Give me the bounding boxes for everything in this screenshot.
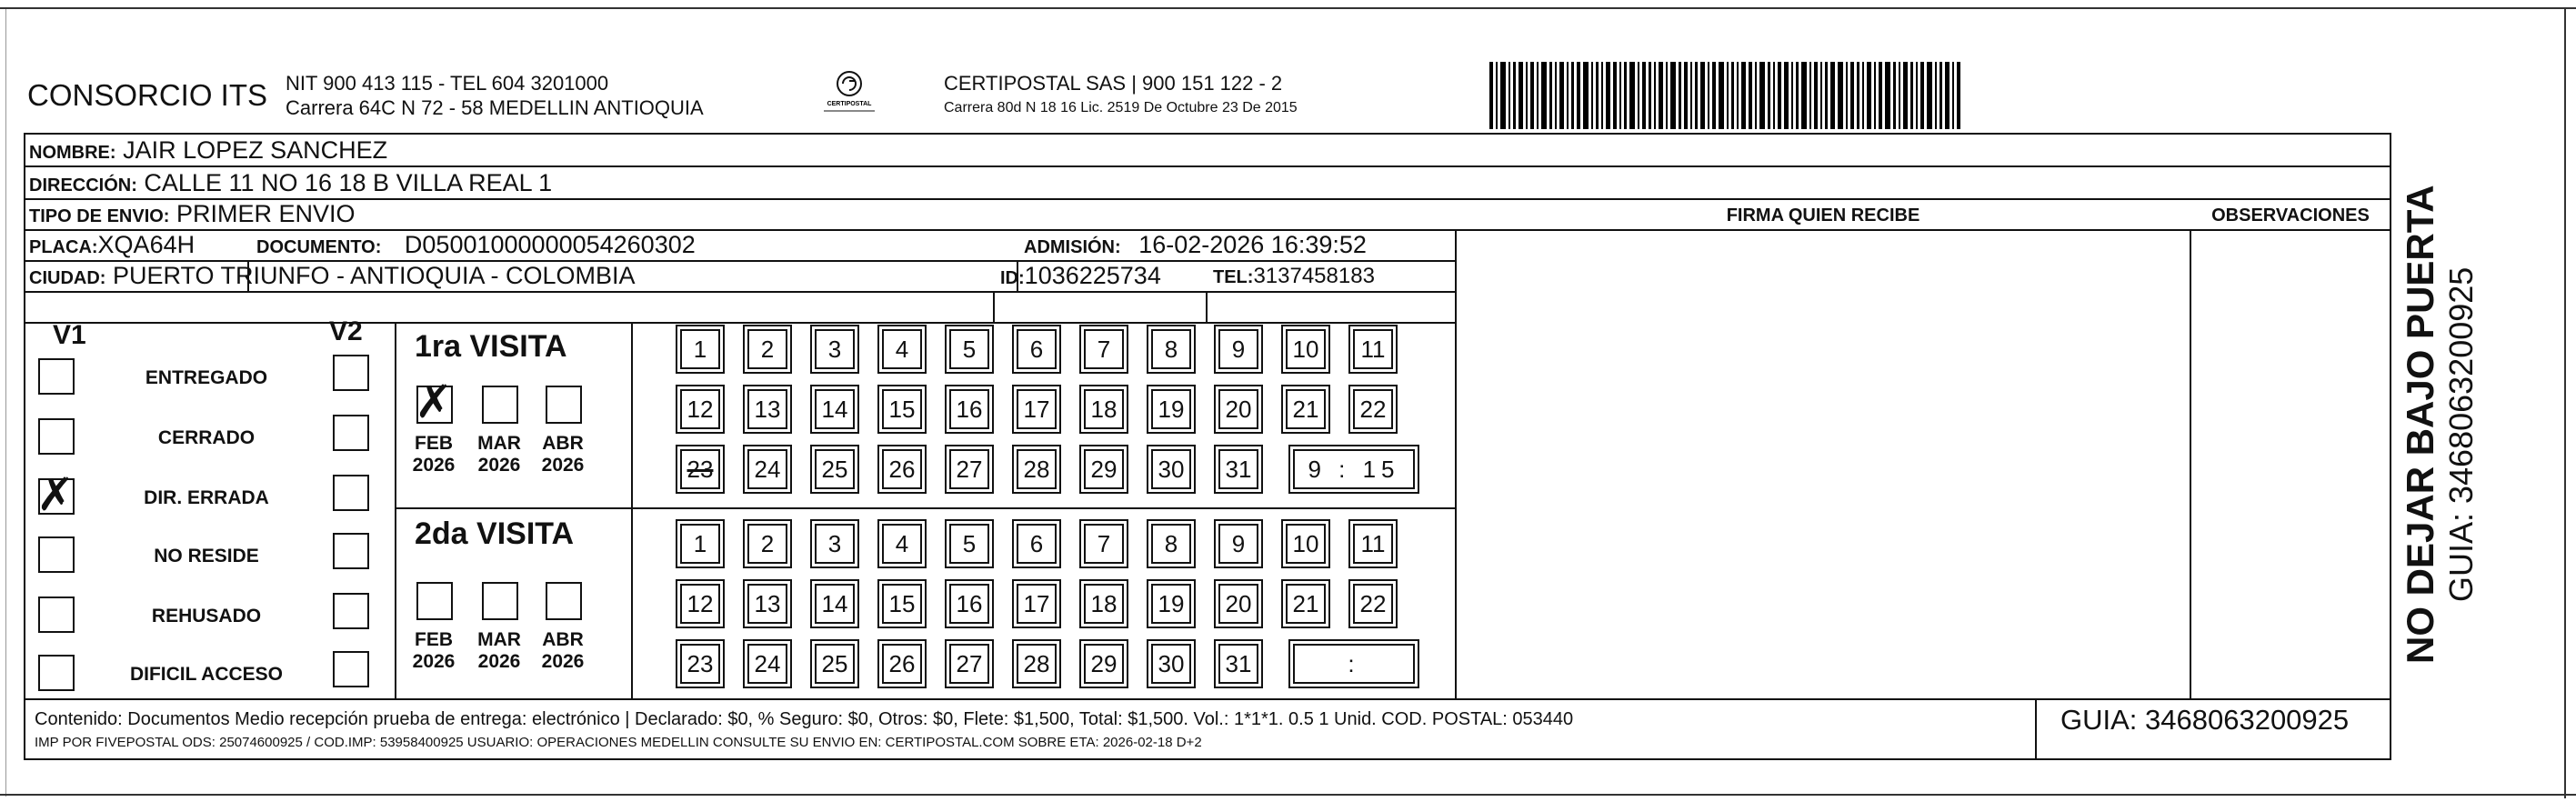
month-label <box>411 433 456 476</box>
page-right-border <box>2564 7 2566 798</box>
company-name: CONSORCIO ITS <box>27 78 268 112</box>
ciudad-field <box>29 262 636 290</box>
barcode-bar <box>1809 62 1811 129</box>
admision-label: ADMISIÓN: <box>1024 237 1121 257</box>
barcode-bar <box>1700 62 1705 129</box>
row-divider <box>25 291 1455 293</box>
v1-checkbox[interactable] <box>38 655 75 691</box>
day-box-12[interactable]: 12 <box>680 584 720 624</box>
day-box-19[interactable]: 19 <box>1151 584 1191 624</box>
day-box-8[interactable]: 8 <box>1151 524 1191 564</box>
barcode-bar <box>1571 62 1574 129</box>
address-line: Carrera 64C N 72 - 58 MEDELLIN ANTIOQUIA <box>286 96 704 119</box>
barcode <box>1489 62 2210 129</box>
barcode-bar <box>1530 62 1534 129</box>
day-box-26[interactable]: 26 <box>882 644 922 684</box>
month-label <box>476 433 522 476</box>
status-label-6: DIFICIL ACCESO <box>129 664 283 685</box>
barcode-bar <box>1541 62 1547 129</box>
barcode-bar <box>1555 62 1557 129</box>
day-box-21[interactable]: 21 <box>1286 389 1326 429</box>
v1-checkbox[interactable] <box>38 418 75 455</box>
barcode-bar <box>1496 62 1498 129</box>
month-label <box>540 629 586 673</box>
barcode-bar <box>1952 62 1954 129</box>
month-checkbox[interactable] <box>416 582 453 620</box>
day-box-15[interactable]: 15 <box>882 584 922 624</box>
day-box-9[interactable]: 9 <box>1218 329 1258 369</box>
month-year: 2026 <box>412 455 456 476</box>
page-top-border <box>0 7 2576 9</box>
barcode-bar <box>1567 62 1569 129</box>
barcode-bar <box>1830 62 1835 129</box>
barcode-bar <box>1893 62 1896 129</box>
day-box-20[interactable]: 20 <box>1218 584 1258 624</box>
barcode-bar <box>1659 62 1663 129</box>
barcode-bar <box>1679 62 1681 129</box>
barcode-bar <box>1509 62 1510 129</box>
month-year: 2026 <box>541 455 585 476</box>
field-divider <box>1206 291 1208 322</box>
day-box-7[interactable]: 7 <box>1084 524 1124 564</box>
page-bottom-border <box>0 794 2576 796</box>
tel-label: TEL: <box>1213 267 1254 287</box>
barcode-bar <box>1684 62 1688 129</box>
barcode-bar <box>1935 62 1937 129</box>
certipostal-logo-icon <box>818 69 880 113</box>
day-box-11[interactable]: 11 <box>1353 524 1393 564</box>
day-box-18[interactable]: 18 <box>1084 584 1124 624</box>
month-checkbox[interactable] <box>546 582 582 620</box>
v2-checkbox[interactable] <box>333 475 369 511</box>
day-box-9[interactable]: 9 <box>1218 524 1258 564</box>
barcode-bar <box>1666 62 1668 129</box>
guia-number: GUIA: 3468063200925 <box>2060 704 2350 736</box>
barcode-bar <box>1862 62 1864 129</box>
day-box-27[interactable]: 27 <box>949 449 989 489</box>
barcode-bar <box>1654 62 1656 129</box>
barcode-bar <box>1601 62 1603 129</box>
day-box-24[interactable]: 24 <box>747 449 787 489</box>
barcode-bar <box>1624 62 1627 129</box>
barcode-bar <box>1957 62 1960 129</box>
day-box-24[interactable]: 24 <box>747 644 787 684</box>
barcode-bar <box>1940 62 1942 129</box>
barcode-bar <box>1719 62 1724 129</box>
day-box-10[interactable]: 10 <box>1286 329 1326 369</box>
barcode-bar <box>1649 62 1651 129</box>
month-name: FEB <box>415 433 453 454</box>
observaciones-header: OBSERVACIONES <box>2211 206 2370 226</box>
nombre-row <box>29 136 387 165</box>
day-box-4[interactable]: 4 <box>882 524 922 564</box>
v1-checkbox[interactable] <box>38 358 75 395</box>
visit2-title: 2da VISITA <box>415 516 575 551</box>
barcode-bar <box>1712 62 1716 129</box>
barcode-bar <box>1903 62 1908 129</box>
nombre-value: JAIR LOPEZ SANCHEZ <box>123 136 388 164</box>
barcode-bar <box>1867 62 1871 129</box>
month-year: 2026 <box>477 455 521 476</box>
day-box-2[interactable]: 2 <box>747 524 787 564</box>
status-label-2: CERRADO <box>157 427 256 448</box>
barcode-bar <box>1583 62 1589 129</box>
month-checkbox[interactable] <box>415 376 453 428</box>
v2-checkbox[interactable] <box>333 533 369 569</box>
month-name: FEB <box>415 629 453 650</box>
contents-line: Contenido: Documentos Medio recepción prueba de entrega: electrónico | Declarado: $0, % Seguro: $0, Otros: $0, Flete: $1,500, Total: $1,500. Vol.: 1*1*1. 0.5 1 Unid. COD. POSTAL: 053440 <box>35 709 1574 729</box>
v2-checkbox[interactable] <box>333 415 369 451</box>
status-label-1: ENTREGADO <box>145 367 268 388</box>
barcode-bar <box>1927 62 1932 129</box>
barcode-bar <box>1629 62 1635 129</box>
barcode-bar <box>1778 62 1781 129</box>
day-box-2[interactable]: 2 <box>747 329 787 369</box>
visit1-title: 1ra VISITA <box>415 329 567 364</box>
tipo-value: PRIMER ENVIO <box>175 200 356 227</box>
courier-line1: CERTIPOSTAL SAS | 900 151 122 - 2 <box>944 72 1283 95</box>
documento-field <box>256 231 696 259</box>
barcode-bar <box>1784 62 1789 129</box>
ciudad-value: PUERTO TRIUNFO - ANTIOQUIA - COLOMBIA <box>112 262 636 289</box>
id-field <box>1000 262 1161 290</box>
barcode-bar <box>1737 62 1739 129</box>
day-box-25[interactable]: 25 <box>815 644 855 684</box>
day-box-31[interactable]: 31 <box>1218 644 1258 684</box>
month-name: ABR <box>542 629 584 650</box>
barcode-bar <box>1537 62 1539 129</box>
status-divider <box>395 322 396 698</box>
month-checkbox[interactable] <box>482 582 518 620</box>
direccion-row <box>29 169 552 197</box>
month-name: ABR <box>542 433 584 454</box>
day-box-1[interactable]: 1 <box>680 524 720 564</box>
day-box-25[interactable]: 25 <box>815 449 855 489</box>
barcode-bar <box>1846 62 1848 129</box>
barcode-bar <box>1814 62 1818 129</box>
status-label-3: DIR. ERRADA <box>144 487 269 508</box>
courier-info <box>944 71 1298 120</box>
no-dejar-warning: NO DEJAR BAJO PUERTA <box>2399 185 2441 664</box>
status-label-5: REHUSADO <box>151 606 262 627</box>
id-label: ID: <box>1000 268 1025 288</box>
day-box-19[interactable]: 19 <box>1151 389 1191 429</box>
barcode-bar <box>1690 62 1692 129</box>
day-box-22[interactable]: 22 <box>1353 389 1393 429</box>
documento-label: DOCUMENTO: <box>256 237 382 257</box>
barcode-bar <box>1899 62 1900 129</box>
day-box-7[interactable]: 7 <box>1084 329 1124 369</box>
day-box-20[interactable]: 20 <box>1218 389 1258 429</box>
day-box-18[interactable]: 18 <box>1084 389 1124 429</box>
barcode-bar <box>1857 62 1859 129</box>
barcode-bar <box>1838 62 1843 129</box>
firma-header: FIRMA QUIEN RECIBE <box>1726 206 1920 226</box>
day-box-5[interactable]: 5 <box>949 329 989 369</box>
barcode-bar <box>1731 62 1734 129</box>
day-box-3[interactable]: 3 <box>815 524 855 564</box>
barcode-bar <box>1596 62 1599 129</box>
documento-value: D05001000000054260302 <box>404 231 696 258</box>
check-mark: ✗ <box>36 468 75 521</box>
day-box-16[interactable]: 16 <box>949 389 989 429</box>
tipo-label: TIPO DE ENVIO: <box>29 206 170 226</box>
barcode-bar <box>1670 62 1676 129</box>
month-name: MAR <box>477 433 521 454</box>
barcode-bar <box>1741 62 1746 129</box>
barcode-bar <box>1791 62 1793 129</box>
time-box[interactable]: : <box>1293 644 1415 684</box>
barcode-bar <box>1513 62 1516 129</box>
barcode-bar <box>1642 62 1646 129</box>
barcode-bar <box>1559 62 1564 129</box>
v2-checkbox[interactable] <box>333 593 369 629</box>
day-box-1[interactable]: 1 <box>680 329 720 369</box>
month-label <box>411 629 456 673</box>
tipo-row <box>29 200 356 228</box>
barcode-bar <box>1727 62 1729 129</box>
day-box-3[interactable]: 3 <box>815 329 855 369</box>
barcode-bar <box>1519 62 1523 129</box>
barcode-bar <box>1749 62 1752 129</box>
placa-label: PLACA: <box>29 237 98 257</box>
v1-checkbox[interactable] <box>38 596 75 633</box>
barcode-bar <box>1885 62 1890 129</box>
v1-checkbox[interactable] <box>36 468 75 521</box>
day-box-14[interactable]: 14 <box>815 389 855 429</box>
barcode-bar <box>1489 62 1493 129</box>
barcode-bar <box>1879 62 1882 129</box>
company-contact <box>286 71 704 120</box>
barcode-bar <box>1874 62 1876 129</box>
day-box-6[interactable]: 6 <box>1017 524 1057 564</box>
day-box-30[interactable]: 30 <box>1151 644 1191 684</box>
day-box-12[interactable]: 12 <box>680 389 720 429</box>
day-box-10[interactable]: 10 <box>1286 524 1326 564</box>
direccion-label: DIRECCIÓN: <box>29 175 137 195</box>
day-box-23[interactable]: 23 <box>680 644 720 684</box>
row-divider <box>25 198 2390 200</box>
status-label-4: NO RESIDE <box>154 546 259 566</box>
barcode-bar <box>1577 62 1580 129</box>
barcode-bar <box>1920 62 1924 129</box>
barcode-bar <box>1773 62 1775 129</box>
barcode-bar <box>1549 62 1552 129</box>
id-value: 1036225734 <box>1024 262 1161 289</box>
day-box-17[interactable]: 17 <box>1017 584 1057 624</box>
barcode-bar <box>1526 62 1528 129</box>
month-year: 2026 <box>477 651 521 672</box>
month-name: MAR <box>477 629 521 650</box>
day-box-26[interactable]: 26 <box>882 449 922 489</box>
day-box-23[interactable]: 23 <box>680 449 720 489</box>
placa-value: XQA64H <box>97 231 195 258</box>
day-box-15[interactable]: 15 <box>882 389 922 429</box>
day-box-28[interactable]: 28 <box>1017 449 1057 489</box>
row-divider <box>25 165 2390 167</box>
delivery-form <box>24 133 2391 760</box>
day-box-29[interactable]: 29 <box>1084 449 1124 489</box>
field-divider <box>993 291 995 322</box>
page-left-border <box>5 9 6 797</box>
column-divider <box>1455 229 1457 698</box>
ciudad-label: CIUDAD: <box>29 268 106 288</box>
placa-field <box>29 231 195 259</box>
day-box-29[interactable]: 29 <box>1084 644 1124 684</box>
day-box-8[interactable]: 8 <box>1151 329 1191 369</box>
nombre-label: NOMBRE: <box>29 143 116 163</box>
visit-divider <box>395 507 1455 509</box>
barcode-bar <box>1820 62 1822 129</box>
tel-value: 3137458183 <box>1253 264 1375 288</box>
day-box-4[interactable]: 4 <box>882 329 922 369</box>
month-year: 2026 <box>541 651 585 672</box>
logo-text: CERTIPOSTAL <box>827 101 872 107</box>
v1-header: V1 <box>53 320 86 350</box>
day-box-13[interactable]: 13 <box>747 584 787 624</box>
day-box-22[interactable]: 22 <box>1353 584 1393 624</box>
barcode-bar <box>1708 62 1709 129</box>
barcode-bar <box>1755 62 1757 129</box>
v1-checkbox[interactable] <box>38 536 75 573</box>
v2-checkbox[interactable] <box>333 355 369 391</box>
admision-value: 16-02-2026 16:39:52 <box>1138 231 1367 258</box>
footer-divider <box>2035 698 2037 758</box>
day-box-30[interactable]: 30 <box>1151 449 1191 489</box>
month-checkbox[interactable] <box>546 386 582 424</box>
barcode-bar <box>1613 62 1617 129</box>
time-box[interactable]: 9 : 15 <box>1293 449 1415 489</box>
day-box-31[interactable]: 31 <box>1218 449 1258 489</box>
barcode-bar <box>1638 62 1639 129</box>
print-info-line: IMP POR FIVEPOSTAL ODS: 25074600925 / COD.IMP: 53958400925 USUARIO: OPERACIONES MEDELLIN CONSULTE SU ENVIO EN: CERTIPOSTAL.COM SOBRE ETA: 2026-02-18 D+2 <box>35 735 1202 750</box>
day-box-6[interactable]: 6 <box>1017 329 1057 369</box>
barcode-bar <box>1945 62 1950 129</box>
check-mark: ✗ <box>415 376 453 428</box>
barcode-bar <box>1796 62 1799 129</box>
barcode-bar <box>1759 62 1765 129</box>
v2-checkbox[interactable] <box>333 651 369 687</box>
visit-divider <box>631 322 633 698</box>
day-box-11[interactable]: 11 <box>1353 329 1393 369</box>
month-label <box>476 629 522 673</box>
day-box-28[interactable]: 28 <box>1017 644 1057 684</box>
admision-field <box>1024 231 1367 259</box>
barcode-bar <box>1591 62 1593 129</box>
barcode-bar <box>1695 62 1698 129</box>
barcode-bar <box>1850 62 1854 129</box>
barcode-bar <box>1619 62 1621 129</box>
barcode-bar <box>1916 62 1918 129</box>
v2-header: V2 <box>329 316 363 346</box>
month-checkbox[interactable] <box>482 386 518 424</box>
day-box-17[interactable]: 17 <box>1017 389 1057 429</box>
courier-line2: Carrera 80d N 18 16 Lic. 2519 De Octubre 23 De 2015 <box>944 100 1298 115</box>
nit-line: NIT 900 413 115 - TEL 604 3201000 <box>286 72 609 95</box>
barcode-bar <box>1768 62 1770 129</box>
day-box-27[interactable]: 27 <box>949 644 989 684</box>
side-guia-number: GUIA: 3468063200925 <box>2442 266 2480 602</box>
day-box-21[interactable]: 21 <box>1286 584 1326 624</box>
barcode-bar <box>1606 62 1610 129</box>
barcode-bar <box>1910 62 1913 129</box>
day-box-16[interactable]: 16 <box>949 584 989 624</box>
barcode-bar <box>1801 62 1807 129</box>
day-box-5[interactable]: 5 <box>949 524 989 564</box>
month-year: 2026 <box>412 651 456 672</box>
day-box-14[interactable]: 14 <box>815 584 855 624</box>
row-divider <box>25 322 1455 324</box>
barcode-bar <box>1825 62 1828 129</box>
month-label <box>540 433 586 476</box>
barcode-bar <box>1500 62 1506 129</box>
direccion-value: CALLE 11 NO 16 18 B VILLA REAL 1 <box>144 169 553 196</box>
column-divider <box>2190 229 2191 698</box>
day-box-13[interactable]: 13 <box>747 389 787 429</box>
tel-field <box>1213 264 1375 289</box>
